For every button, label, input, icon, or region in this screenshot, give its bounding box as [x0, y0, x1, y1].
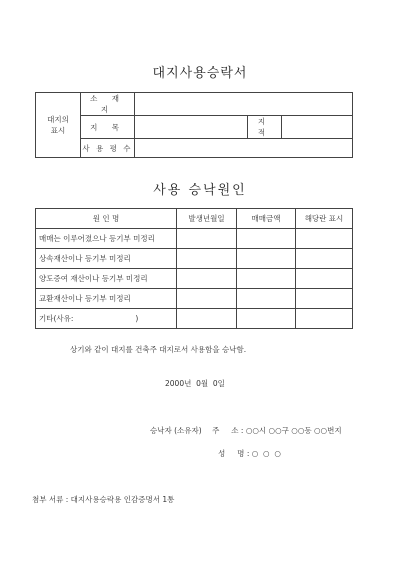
grantor-address-line: 승낙자 (소유자) 주 소 : ○○시 ○○구 ○○동 ○○번지: [150, 426, 342, 435]
date-cell: [177, 269, 237, 289]
grantor-label: 승낙자 (소유자): [150, 426, 202, 435]
usage-area-value: [135, 139, 353, 158]
mark-cell: [296, 289, 353, 309]
cause-row: 매매는 이루어졌으나 등기부 미정리: [36, 229, 177, 249]
mark-cell: [296, 269, 353, 289]
price-cell: [237, 269, 296, 289]
header-mark: 해당란 표시: [296, 209, 353, 229]
price-cell: [237, 309, 296, 329]
date-cell: [177, 289, 237, 309]
name-field-label: 성 명: [218, 449, 245, 458]
address-field-label: 주 소: [212, 426, 239, 435]
name-field-value: ○ ○ ○: [251, 449, 281, 458]
header-cause: 원 인 명: [36, 209, 177, 229]
land-section-label-line1: 대지의: [47, 115, 69, 124]
price-cell: [237, 249, 296, 269]
address-value: [135, 93, 353, 116]
land-area-value: [282, 116, 353, 139]
consent-reason-table: [35, 208, 353, 329]
land-section-label: [36, 93, 81, 158]
price-cell: [237, 229, 296, 249]
cause-row-other: 기타(사유: ): [36, 309, 177, 329]
cause-row: 상속재산이나 등기부 미정리: [36, 249, 177, 269]
land-area-label: 지 적: [248, 116, 282, 139]
land-info-table: [35, 92, 353, 158]
consent-reason-title: 사용 승낙원인: [153, 183, 247, 198]
header-price: 매매금액: [237, 209, 296, 229]
date-cell: [177, 249, 237, 269]
date-cell: [177, 229, 237, 249]
address-label: 소 재 지: [81, 93, 135, 116]
mark-cell: [296, 229, 353, 249]
usage-area-label: 사 용 평 수: [81, 139, 135, 158]
cause-row: 교환재산이나 등기부 미정리: [36, 289, 177, 309]
consent-date: 2000년 0월 0일: [165, 379, 225, 388]
mark-cell: [296, 309, 353, 329]
address-field-value: ○○시 ○○구 ○○동 ○○번지: [245, 426, 342, 435]
cause-row: 양도증여 재산이나 등기부 미정리: [36, 269, 177, 289]
price-cell: [237, 289, 296, 309]
consent-statement: 상기와 같이 대지를 건축주 대지로서 사용함을 승낙함.: [70, 345, 247, 354]
date-cell: [177, 309, 237, 329]
land-section-label-line2: 표시: [50, 126, 66, 135]
attachment-note: 첨부 서류 : 대지사용승락용 인감증명서 1통: [32, 495, 175, 504]
header-date: 발생년월일: [177, 209, 237, 229]
land-category-value: [135, 116, 248, 139]
grantor-name-line: 성 명 : ○ ○ ○: [218, 449, 281, 458]
land-category-label: 지 목: [81, 116, 135, 139]
document-title: 대지사용승락서: [152, 66, 248, 81]
mark-cell: [296, 249, 353, 269]
